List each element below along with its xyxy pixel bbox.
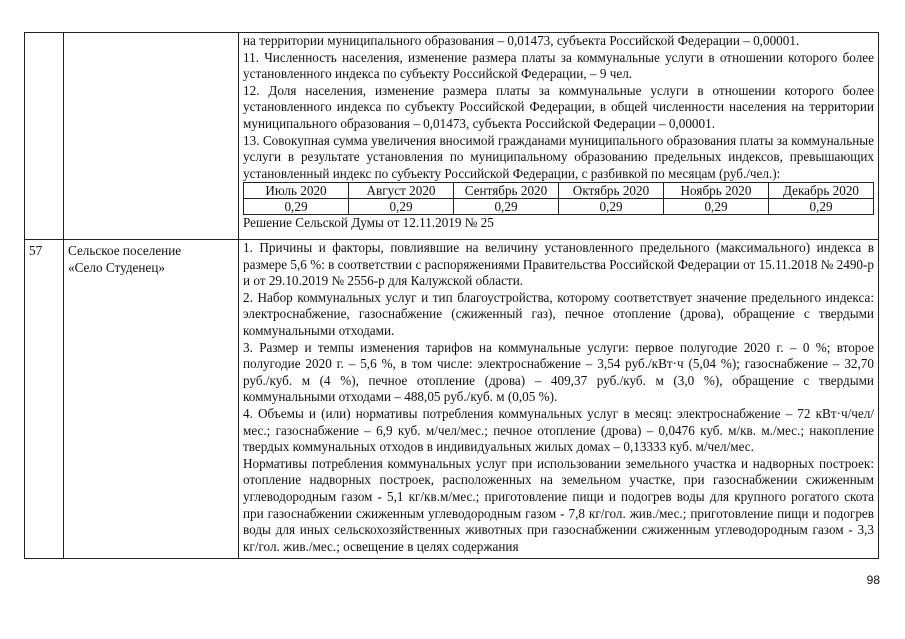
month-value: 0,29 (769, 199, 874, 215)
paragraph: 2. Набор коммунальных услуг и тип благоустройства, которому соответствует значение предельного индекса: электроснабжение, газоснабжение (сжиженный газ), печное отопление (дрова), обращение с твердыми коммунальными отходами. (243, 289, 874, 338)
settlement-name-line: Сельское поселение (68, 243, 182, 258)
month-header: Июль 2020 (244, 183, 349, 199)
table-row (25, 33, 879, 240)
page-number: 98 (866, 573, 880, 587)
paragraph: 1. Причины и факторы, повлиявшие на величину установленного предельного (максимального) индекса в размере 5,6 %: в соответствии с распоряжениями Правительства Российской Федерации от 15.11.2018 № 2490-р и от 29.10.2019 № 2556-р для Калужской области. (243, 240, 874, 289)
month-header: Август 2020 (349, 183, 454, 199)
month-value: 0,29 (559, 199, 664, 215)
row-number: 57 (25, 240, 64, 559)
paragraph: 3. Размер и темпы изменения тарифов на коммунальные услуги: первое полугодие 2020 г. – 0 %; второе полугодие 2020 г. – 5,6 %, в том числе: электроснабжение – 3,54 руб./кВт·ч (5,04 %); газоснабжение – 32,70 руб./куб. м (4 %), печное отопление (дрова) – 409,37 руб./куб. м (3,0 %), обращение с твердыми коммунальными отходами – 488,05 руб./куб. м (0,05 %). (243, 339, 874, 405)
month-header: Ноябрь 2020 (664, 183, 769, 199)
paragraph: на территории муниципального образования – 0,01473, субъекта Российской Федерации – 0,00001. (243, 33, 800, 48)
months-values-row (244, 199, 874, 215)
month-header: Сентябрь 2020 (454, 183, 559, 199)
decision-reference: Решение Сельской Думы от 12.11.2019 № 25 (243, 215, 494, 231)
months-table (243, 182, 874, 215)
row-name-cell (64, 33, 239, 240)
paragraph: 11. Численность населения, изменение размера платы за коммунальные услуги в отношении которого более установленного индекса по субъекту Российской Федерации, – 9 чел. (243, 49, 874, 82)
table-row (25, 240, 879, 559)
month-value: 0,29 (349, 199, 454, 215)
month-value: 0,29 (664, 199, 769, 215)
document-table (24, 32, 879, 559)
row-text-cell (239, 33, 879, 240)
month-value: 0,29 (244, 199, 349, 215)
paragraph: 4. Объемы и (или) нормативы потребления коммунальных услуг в месяц: электроснабжение – 72 кВт·ч/чел/мес.; газоснабжение – 6,9 куб. м/чел/мес.; печное отопление (дрова) – 0,0476 куб. м/кв. м./мес.; накопление твердых коммунальных отходов в индивидуальных жилых домах – 0,13333 куб. м/чел/мес. (243, 405, 874, 455)
paragraph: 12. Доля населения, изменение размера платы за коммунальные услуги в отношении которого более установленного индекса по субъекту Российской Федерации, в общей численности населения на территории муниципального образования – 0,01473, субъекта Российской Федерации – 0,00001. (243, 82, 874, 131)
paragraph: 13. Совокупная сумма увеличения вносимой гражданами муниципального образования платы за коммунальные услуги в результате установления по муниципальному образованию предельных индексов, превышающих установленный индекс по субъекту Российской Федерации, с разбивкой по месяцам (руб./чел.): (243, 132, 874, 181)
months-header-row (244, 183, 874, 199)
month-header: Декабрь 2020 (769, 183, 874, 199)
row-number-cell (25, 33, 64, 240)
paragraph: Нормативы потребления коммунальных услуг при использовании земельного участка и надворных построек: отопление надворных построек, расположенных на земельном участке, при газоснабжении сжиженным углеводородным газом - 5,1 кг/кв.м/мес.; приготовление пищи и подогрев воды для крупного рогатого скота при газоснабжении сжиженным углеводородным газом - 7,8 кг/гол. жив./мес.; приготовление пищи и подогрев воды для иных сельскохозяйственных животных при газоснабжении сжиженным углеводородным газом - 3,3 кг/гол. жив./мес.; освещение в целях содержания (243, 455, 874, 554)
month-header: Октябрь 2020 (559, 183, 664, 199)
month-value: 0,29 (454, 199, 559, 215)
settlement-name-line: «Село Студенец» (68, 259, 165, 275)
settlement-name (64, 240, 239, 559)
row-text-cell (239, 240, 879, 559)
